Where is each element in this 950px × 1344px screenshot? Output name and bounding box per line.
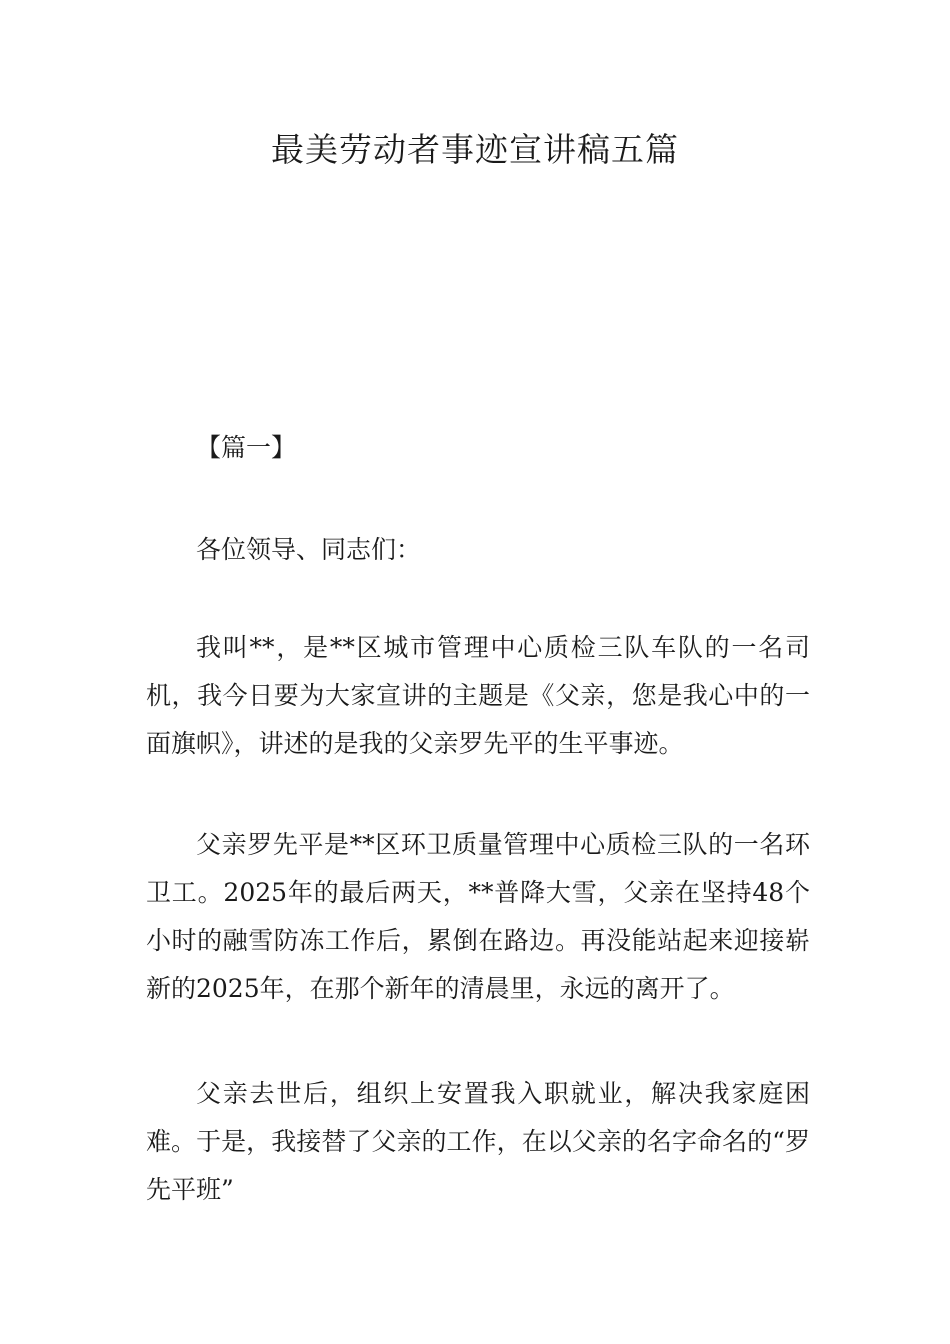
document-title: 最美劳动者事迹宣讲稿五篇 xyxy=(271,130,679,169)
paragraph-succession: 父亲去世后，组织上安置我入职就业，解决我家庭困难。于是，我接替了父亲的工作，在以父亲的名字命名的“罗先平班” xyxy=(146,1079,810,1204)
paragraph-father-story: 父亲罗先平是**区环卫质量管理中心质检三队的一名环卫工。2025年的最后两天，**普降大雪，父亲在坚持48个小时的融雪防冻工作后，累倒在路边。再没能站起来迎接崭新的2025年，在那个新年的清晨里，永远的离开了。 xyxy=(146,830,810,1003)
section-label: 【篇一】 xyxy=(196,433,297,462)
paragraph-greeting: 各位领导、同志们： xyxy=(196,535,422,564)
paragraph-introduction: 我叫**，是**区城市管理中心质检三队车队的一名司机，我今日要为大家宣讲的主题是《父亲，您是我心中的一面旗帜》，讲述的是我的父亲罗先平的生平事迹。 xyxy=(146,633,810,758)
